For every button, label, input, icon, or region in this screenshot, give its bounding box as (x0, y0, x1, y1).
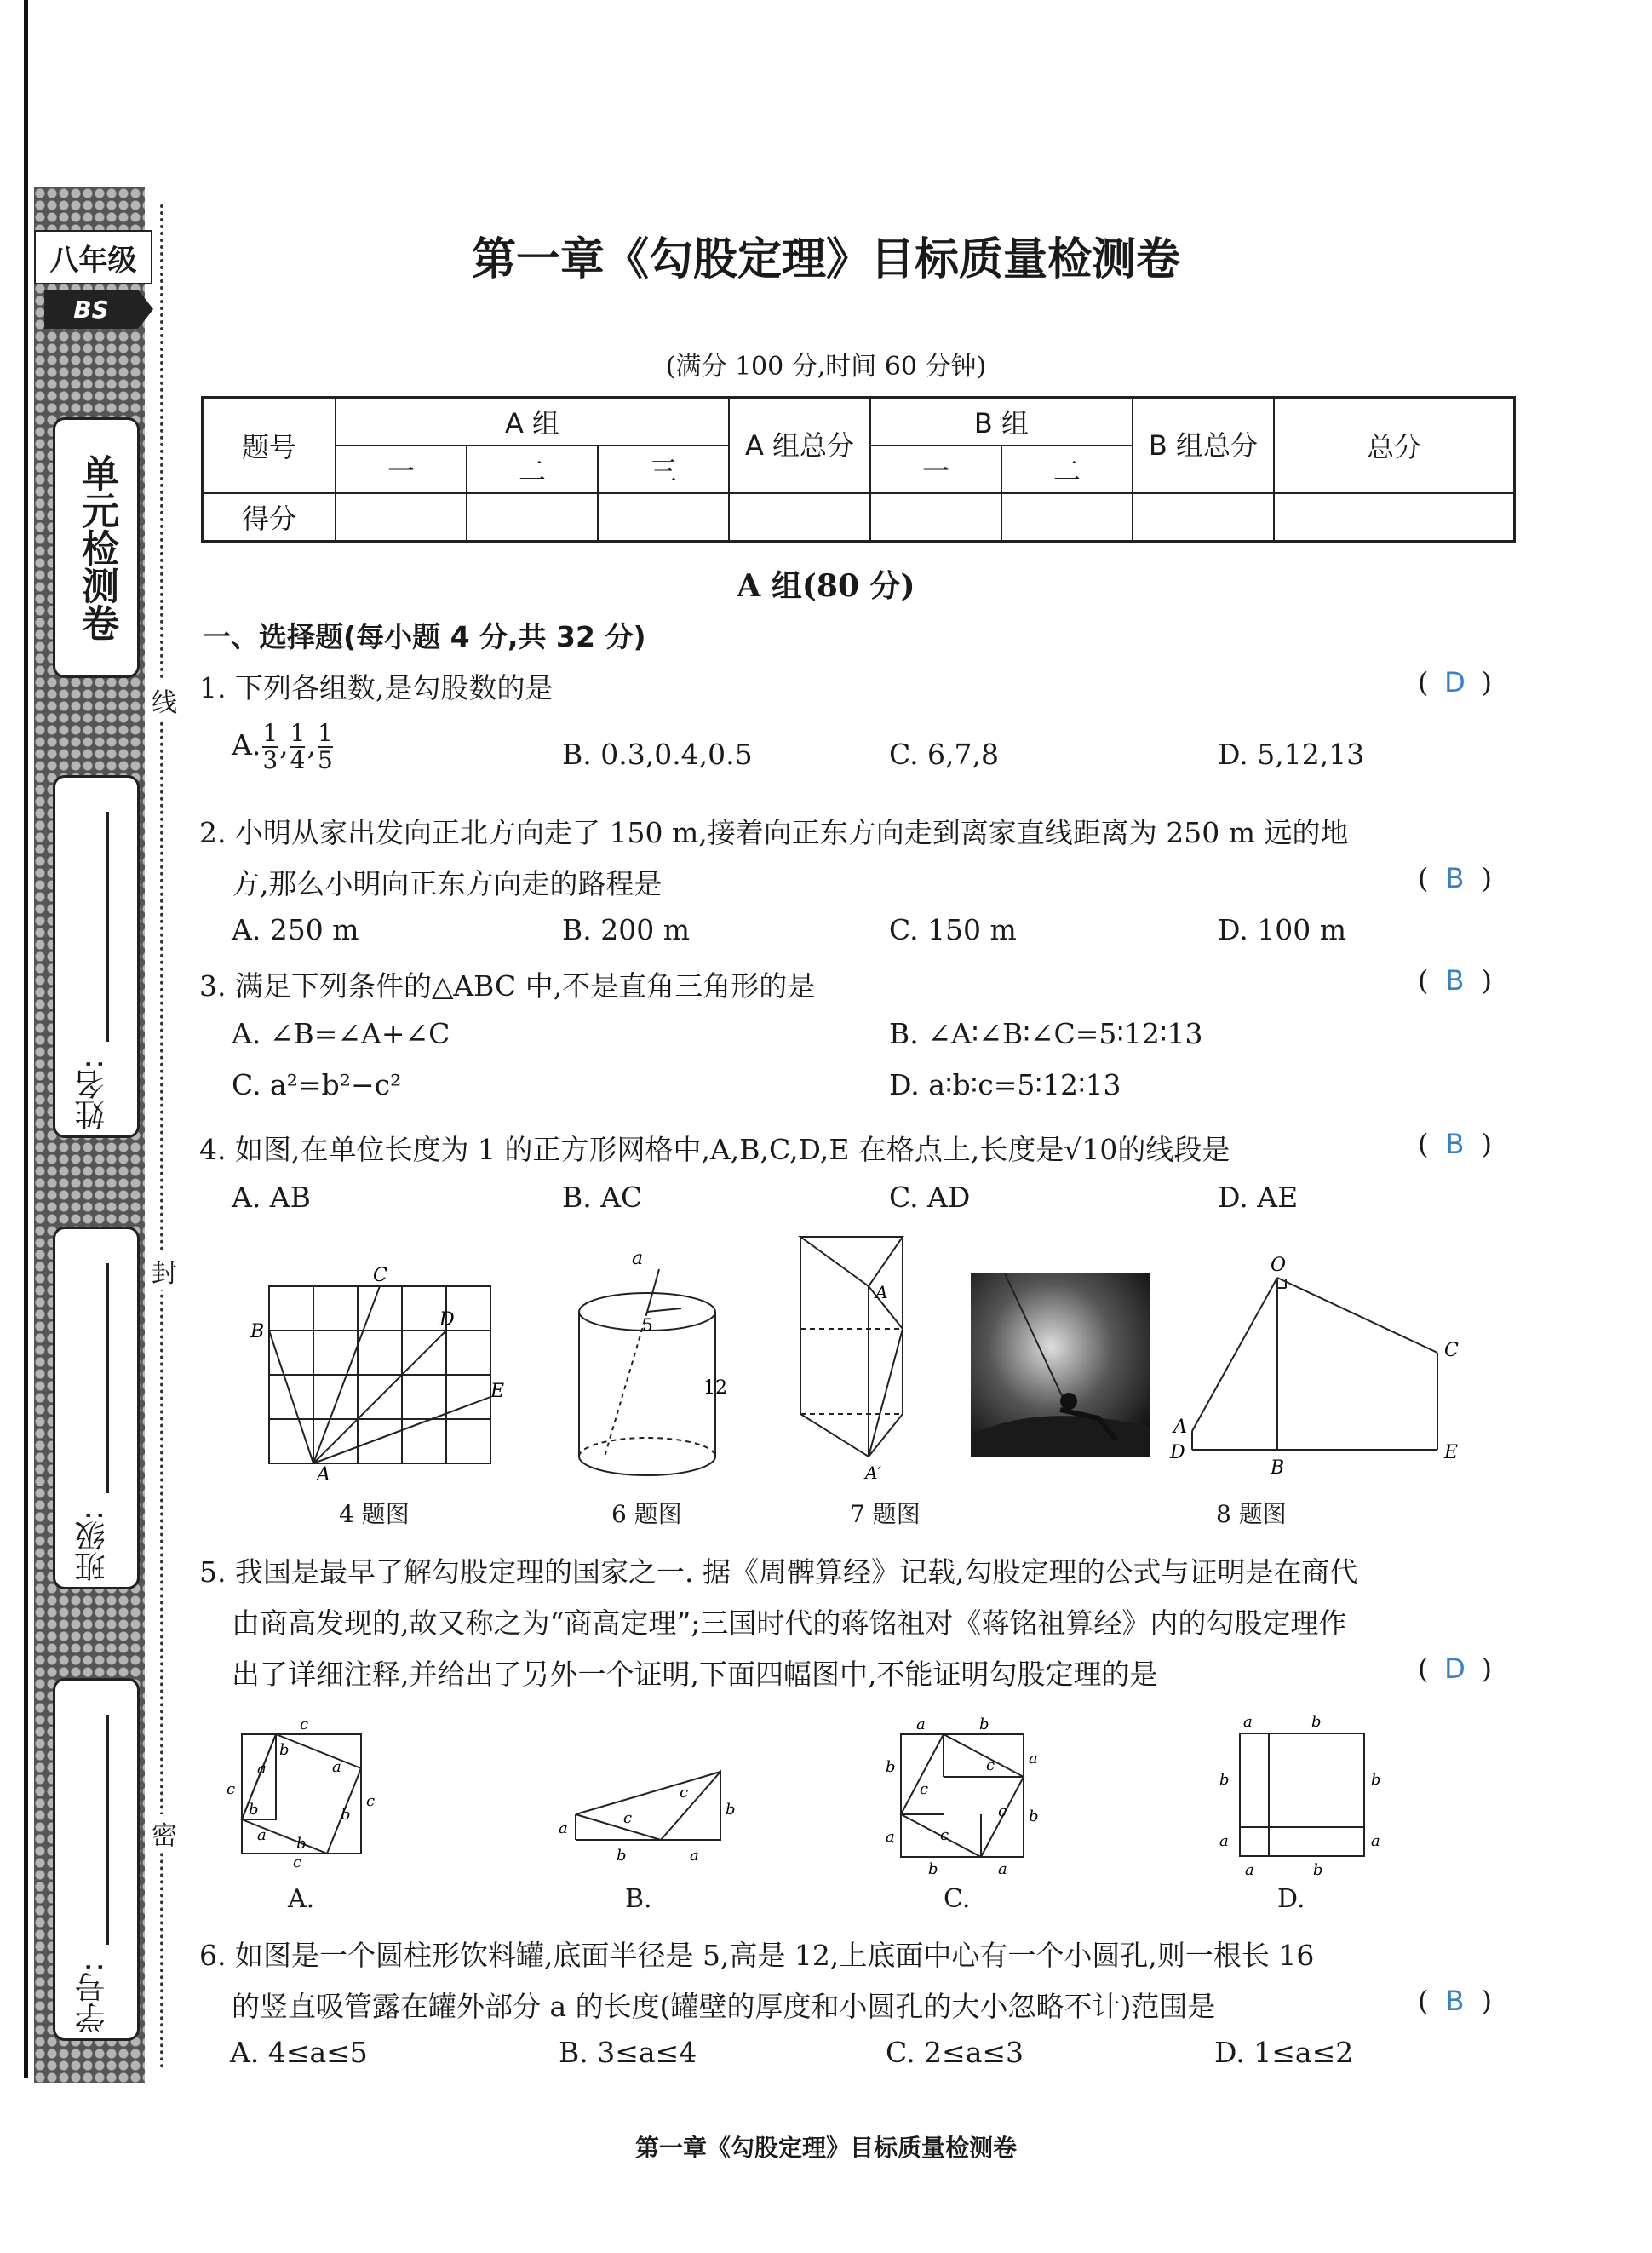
q1-option-a: A. $\frac{1}{3}$ , $\frac{1}{4}$ , $\frac{1}{5}$ (232, 719, 333, 774)
q1-answer-value: D (1444, 666, 1466, 698)
q1-answer: ( D ) (1418, 666, 1492, 698)
q2-text-line1: 2. 小明从家出发向正北方向走了 150 m,接着向正东方向走到离家直线距离为 250 m 远的地 (199, 816, 1349, 849)
student-id-field-line (106, 1715, 109, 1945)
q5c-label-b: b (1029, 1808, 1039, 1825)
fig8-swing-diagram (1158, 1252, 1473, 1482)
q5b-label-a: a (559, 1819, 568, 1837)
score-cell[interactable] (467, 493, 598, 542)
grade-label: 八年级 (34, 230, 152, 284)
q4-answer-value: B (1445, 1128, 1465, 1160)
q5c-label-c: c (986, 1756, 995, 1774)
q5c-label-a: a (886, 1828, 895, 1846)
q5a-label-b: b (249, 1801, 259, 1819)
fig4-label-e: E (490, 1381, 505, 1402)
q5a-label-a: a (257, 1826, 267, 1844)
fig7-label-a-prime: A′ (865, 1463, 881, 1483)
q1-option-b: B. 0.3,0.4,0.5 (562, 738, 753, 771)
numerator: 1 (317, 719, 333, 747)
q6-option-d: D. 1≤a≤2 (1214, 2036, 1354, 2069)
q5-fig-c (879, 1712, 1058, 1878)
fig8-label-b: B (1271, 1457, 1285, 1479)
q5d-label-a: a (1219, 1832, 1229, 1850)
q5d-label-b: b (1313, 1861, 1323, 1879)
q5d-label-a: a (1243, 1713, 1253, 1731)
seal-mark-line: 线 (152, 681, 172, 719)
section-title: A 组(80 分) (737, 568, 915, 604)
q5-fig-b (554, 1755, 749, 1865)
q5b-label-b: b (726, 1801, 736, 1819)
fig4-label-a: A (317, 1464, 330, 1486)
q6-option-c: C. 2≤a≤3 (886, 2036, 1024, 2069)
score-table (201, 396, 1516, 543)
q1-text: 1. 下列各组数,是勾股数的是 (199, 671, 554, 704)
name-field-line (106, 812, 109, 1042)
q5c-label-a: a (998, 1860, 1007, 1878)
q5a-label-a: a (332, 1758, 341, 1776)
q5a-label-c: c (227, 1780, 236, 1798)
q5b-label-c: c (623, 1809, 633, 1827)
class-field[interactable] (53, 1227, 140, 1589)
fig8-label-o: O (1271, 1255, 1287, 1276)
q3-answer-value: B (1445, 964, 1465, 997)
fig6-caption: 6 题图 (611, 1500, 682, 1528)
q1-option-a-prefix: A. (232, 728, 261, 762)
q5-fig-d (1209, 1708, 1397, 1879)
q5a-label-c: c (366, 1792, 376, 1810)
q2-option-d: D. 100 m (1218, 913, 1347, 946)
score-cell[interactable] (1133, 493, 1274, 542)
unit-test-label: 单元检测卷 (53, 417, 140, 678)
q5b-label-b: b (617, 1847, 627, 1865)
q4-option-d: D. AE (1218, 1181, 1299, 1214)
q5d-label-b: b (1311, 1713, 1322, 1731)
q6-answer-value: B (1445, 1985, 1465, 2017)
q4-answer: ( B ) (1418, 1128, 1492, 1160)
q3-option-c: C. a²=b²−c² (232, 1068, 402, 1101)
q5a-label-b: b (279, 1741, 290, 1759)
score-cell[interactable] (1274, 493, 1515, 542)
q3-option-b: B. ∠A∶∠B∶∠C=5∶12∶13 (889, 1017, 1203, 1050)
q5-fig-c-caption: C. (944, 1884, 971, 1914)
q5d-label-a: a (1245, 1861, 1254, 1879)
fig8-label-d: D (1170, 1442, 1185, 1463)
fig7-caption: 7 题图 (850, 1500, 921, 1528)
seal-mark-secret: 密 (152, 1814, 172, 1852)
score-cell[interactable] (598, 493, 729, 542)
q5-fig-d-caption: D. (1277, 1884, 1305, 1914)
q3-option-d: D. a∶b∶c=5∶12∶13 (889, 1068, 1121, 1101)
q5c-label-a: a (1029, 1750, 1038, 1767)
fig4-grid-diagram (247, 1261, 505, 1486)
numerator: 1 (290, 719, 306, 747)
fig6-label-radius: 5 (642, 1314, 653, 1335)
score-table-header-groupB-total: B 组总分 (1133, 398, 1274, 494)
binding-edge-line (24, 0, 28, 2078)
fig7-prism-diagram (783, 1227, 920, 1482)
q4-option-c: C. AD (889, 1181, 971, 1214)
q5a-label-b: b (341, 1806, 351, 1824)
q3-text: 3. 满足下列条件的△ABC 中,不是直角三角形的是 (199, 969, 816, 1003)
score-table-header-total: 总分 (1274, 398, 1515, 494)
name-field[interactable] (53, 775, 140, 1138)
q6-text-line1: 6. 如图是一个圆柱形饮料罐,底面半径是 5,高是 12,上底面中心有一个小圆孔,则一根长 16 (199, 1939, 1315, 1972)
q1-option-c: C. 6,7,8 (889, 738, 1000, 771)
q5b-label-c: c (680, 1784, 689, 1802)
q2-option-c: C. 150 m (889, 913, 1017, 946)
q5b-label-a: a (690, 1847, 699, 1865)
student-id-field-label: 学号: (75, 1962, 110, 2034)
edition-badge: BS (44, 290, 138, 329)
numerator: 1 (262, 719, 278, 747)
score-table-col-1: 一 (336, 445, 467, 493)
seal-dotted-line (160, 204, 163, 2070)
score-table-header-groupB: B 组 (870, 398, 1133, 446)
q5d-label-b: b (1371, 1771, 1381, 1789)
q5-answer-value: D (1444, 1652, 1466, 1685)
q5a-label-c: c (293, 1854, 302, 1871)
q5c-label-c: c (998, 1802, 1007, 1820)
q4-option-b: B. AC (562, 1181, 643, 1214)
q5-text-line2: 由商高发现的,故又称之为“商高定理”;三国时代的蒋铭祖对《蒋铭祖算经》内的勾股定理作 (232, 1606, 1347, 1640)
exam-info: (满分 100 分,时间 60 分钟) (665, 352, 987, 382)
fig7-label-a: A (875, 1282, 888, 1302)
q1-option-d: D. 5,12,13 (1218, 738, 1365, 771)
q6-option-b: B. 3≤a≤4 (559, 2036, 697, 2069)
fraction (290, 721, 306, 773)
score-table-col-3: 三 (598, 445, 729, 493)
denominator: 3 (262, 746, 278, 774)
seal-mark-seal: 封 (152, 1252, 172, 1290)
fig4-caption: 4 题图 (339, 1500, 410, 1528)
score-table-row-label: 得分 (203, 493, 336, 542)
q5-fig-b-caption: B. (625, 1884, 652, 1914)
student-id-field[interactable] (53, 1678, 140, 2041)
q2-answer-value: B (1445, 862, 1465, 894)
q5c-label-c: c (920, 1780, 929, 1798)
q5a-label-a: a (257, 1760, 267, 1778)
q4-text: 4. 如图,在单位长度为 1 的正方形网格中,A,B,C,D,E 在格点上,长度是√10的线段是 (199, 1133, 1230, 1166)
fig6-cylinder-diagram (554, 1248, 758, 1482)
q6-answer: ( B ) (1418, 1985, 1492, 2017)
q6-option-a: A. 4≤a≤5 (230, 2036, 368, 2069)
fig8-label-e: E (1444, 1442, 1459, 1463)
score-table-col-2: 二 (467, 445, 598, 493)
q4-option-a: A. AB (232, 1181, 311, 1214)
score-table-header-groupA-total: A 组总分 (729, 398, 870, 494)
fig4-label-c: C (373, 1265, 387, 1286)
class-field-label: 班级: (75, 1510, 110, 1583)
fraction (318, 721, 333, 773)
q2-text-line2: 方,那么小明向正东方向走的路程是 (232, 867, 663, 900)
score-table-header-groupA: A 组 (336, 398, 729, 446)
score-cell[interactable] (336, 493, 467, 542)
class-field-line (106, 1263, 109, 1493)
score-cell[interactable] (729, 493, 870, 542)
score-table-colB-1: 一 (870, 445, 1001, 493)
q5-answer: ( D ) (1418, 1652, 1492, 1685)
q2-answer: ( B ) (1418, 862, 1492, 894)
q5d-label-a: a (1371, 1832, 1380, 1850)
q5c-label-c: c (940, 1826, 949, 1844)
q5c-label-b: b (928, 1860, 938, 1878)
fig8-swing-photo (971, 1273, 1150, 1457)
score-table-colB-2: 二 (1001, 445, 1133, 493)
fig6-label-height: 12 (703, 1377, 727, 1399)
fig8-caption: 8 题图 (1216, 1500, 1287, 1528)
page-footer: 第一章《勾股定理》目标质量检测卷 (634, 2134, 1017, 2162)
score-table-header-num: 题号 (203, 398, 336, 494)
part1-heading: 一、选择题(每小题 4 分,共 32 分) (203, 620, 646, 653)
fig4-label-b: B (250, 1321, 265, 1342)
q5d-label-b: b (1219, 1771, 1230, 1789)
denominator: 4 (290, 746, 306, 774)
q5-fig-a-caption: A. (288, 1884, 315, 1914)
q2-option-b: B. 200 m (562, 913, 690, 946)
q5a-label-c: c (300, 1716, 309, 1733)
edition-arrow-icon (138, 290, 153, 329)
name-field-label: 姓名: (75, 1059, 110, 1131)
fig6-label-a: a (632, 1248, 644, 1269)
fig4-label-d: D (439, 1309, 455, 1331)
q5-fig-a (223, 1712, 393, 1871)
q3-option-a: A. ∠B=∠A+∠C (232, 1017, 450, 1050)
q5-text-line3: 出了详细注释,并给出了另外一个证明,下面四幅图中,不能证明勾股定理的是 (232, 1658, 1158, 1691)
q5c-label-b: b (886, 1758, 896, 1776)
q5c-label-a: a (916, 1716, 926, 1733)
q5-text-line1: 5. 我国是最早了解勾股定理的国家之一. 据《周髀算经》记载,勾股定理的公式与证明是在商代 (199, 1555, 1358, 1589)
q2-option-a: A. 250 m (232, 913, 359, 946)
fig8-label-c: C (1444, 1340, 1459, 1361)
q5c-label-b: b (979, 1716, 989, 1733)
score-cell[interactable] (870, 493, 1001, 542)
denominator: 5 (317, 746, 333, 774)
q3-answer: ( B ) (1418, 964, 1492, 997)
fraction (262, 721, 278, 773)
score-cell[interactable] (1001, 493, 1133, 542)
q5a-label-b: b (296, 1835, 307, 1853)
page-title: 第一章《勾股定理》目标质量检测卷 (471, 234, 1180, 285)
fig8-label-a: A (1173, 1417, 1187, 1438)
q6-text-line2: 的竖直吸管露在罐外部分 a 的长度(罐壁的厚度和小圆孔的大小忽略不计)范围是 (232, 1990, 1216, 2023)
